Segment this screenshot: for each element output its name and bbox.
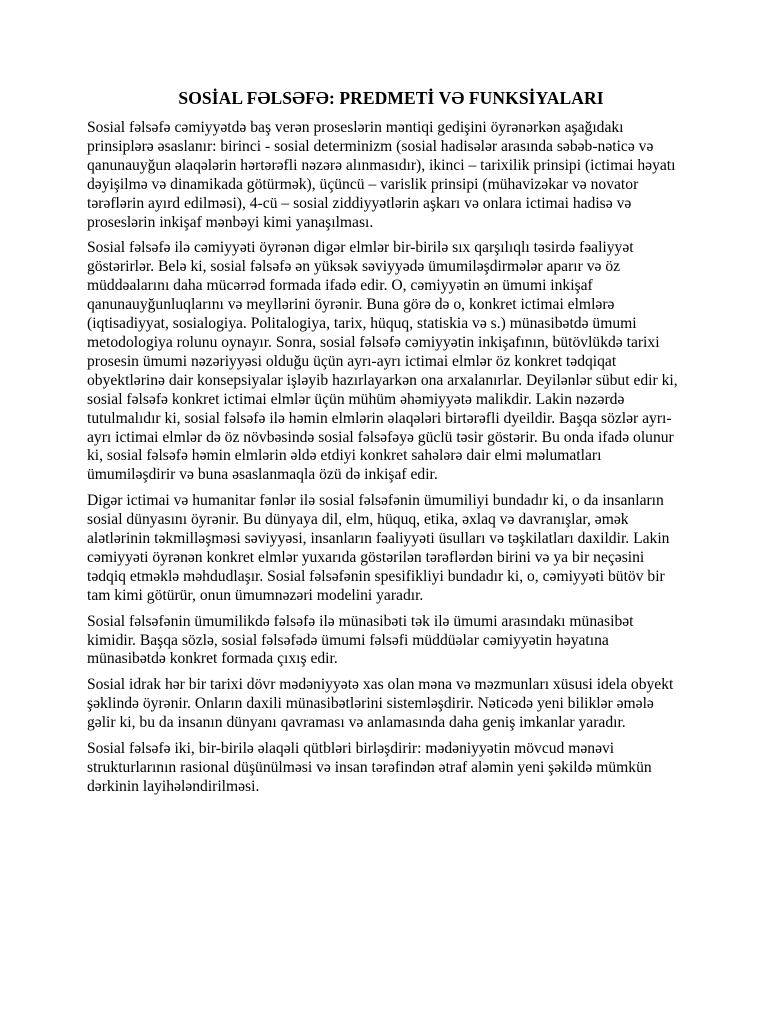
paragraph-2: Sosial fəlsəfə ilə cəmiyyəti öyrənən digər elmlər bir-birilə sıx qarşılıqlı təsirdə fəaliyyət göstərirlər. Belə ki, sosial fəlsəfə ən yüksək səviyyədə ümumiləşdirmələr aparır və öz müddəalarını daha mücərrəd formada ifadə edir. O, cəmiyyətin ən ümumi inkişaf qanunauyğunluqlarını və meyllərini öyrənir. Buna görə də o, konkret ictimai elmlərə (iqtisadiyyat, sosialogiya. Politalogiya, tarix, hüquq, statiskia və s.) münasibətdə ümumi metodologiya rolunu oynayır. Sonra, sosial fəlsəfə cəmiyyətin inkişafının, bütövlükdə tarixi prosesin ümumi nəzəriyyəsi olduğu üçün ayrı-ayrı ictimai elmlər öz konkret tədqiqat obyektlərinə dair konsepsiyalar işləyib hazırlayarkən ona arxalanırlar. Deyilənlər sübut edir ki, sosial fəlsəfə konkret ictimai elmlər üçün mühüm əhəmiyyətə malikdir. Lakin nəzərdə tutulmalıdır ki, sosial fəlsəfə ilə həmin elmlərin əlaqələri birtərəfli dyeildir. Başqa sözlər ayrı-ayrı ictimai elmlər də öz növbəsində sosial fəlsəfəyə güclü təsir göstərir. Bu onda ifadə olunur ki, sosial fəlsəfə həmin elmlərin əldə etdiyi konkret sahələrə dair elmi məlumatları ümumiləşdirir və buna əsaslanmaqla özü də inkişaf edir. — [87, 239, 678, 484]
document-title: SOSİAL FƏLSƏFƏ: PREDMETİ VƏ FUNKSİYALARI — [178, 88, 604, 108]
paragraph-6: Sosial fəlsəfə iki, bir-birilə əlaqəli qütbləri birləşdirir: mədəniyyətin mövcud mənəvi strukturlarının rasional düşünülməsi və insan tərəfindən ətraf aləmin yeni şəkildə mümkün dərkinin layihələndirilməsi. — [87, 740, 652, 795]
paragraph-1: Sosial fəlsəfə cəmiyyətdə baş verən proseslərin məntiqi gedişini öyrənərkən aşağıdakı prinsiplərə əsaslanır: birinci - sosial determinizm (sosial hadisələr arasında səbəb-nəticə və qanunauyğun əlaqələrin hərtərəfli nəzərə alınmasıdır), ikinci – tarixilik prinsipi (ictimai həyatı dəyişilmə və dinamikada götürmək), üçüncü – varislik prinsipi (mühavizəkar və novator tərəflərin ayırd edilməsi), 4-cü – sosial ziddiyyətlərin aşkarı və onlara ictimai hadisə və proseslərin inkişaf mənbəyi kimi yanaşılması. — [87, 119, 676, 231]
document-page — [87, 88, 681, 804]
paragraph-4: Sosial fəlsəfənin ümumilikdə fəlsəfə ilə münasibəti tək ilə ümumi arasındakı münasibət kimidir. Başqa sözlə, sosial fəlsəfədə ümumi fəlsəfi müddüəlar cəmiyyətin həyatına münasibətdə konkret formada çıxış edir. — [87, 612, 634, 668]
paragraph-5: Sosial idrak hər bir tarixi dövr mədəniyyətə xas olan məna və məzmunları xüsusi idela obyekt şəklində öyrənir. Onların daxili münasibətlərini sistemləşdirir. Nəticədə yeni biliklər əmələ gəlir ki, bu da insanın dünyanı qavraması və anlamasında daha geniş imkanlar yaradır. — [87, 676, 674, 732]
paragraph-3: Digər ictimai və humanitar fənlər ilə sosial fəlsəfənin ümumiliyi bundadır ki, o da insanların sosial dünyasını öyrənir. Bu dünyaya dil, elm, hüquq, etika, əxlaq və davranışlar, əmək alətlərinin təkmilləşməsi səviyyəsi, insanların fəaliyyəti üsulları və təşkilatları daxildir. Lakin cəmiyyəti öyrənən konkret elmlər yuxarıda göstərilən tərəflərdən birini və ya bir neçəsini tədqiq etməklə məhdudlaşır. Sosial fəlsəfənin spesifikliyi bundadır ki, o, cəmiyyəti bütöv bir tam kimi götürür, onun ümumnəzəri modelini yaradır. — [87, 492, 670, 604]
